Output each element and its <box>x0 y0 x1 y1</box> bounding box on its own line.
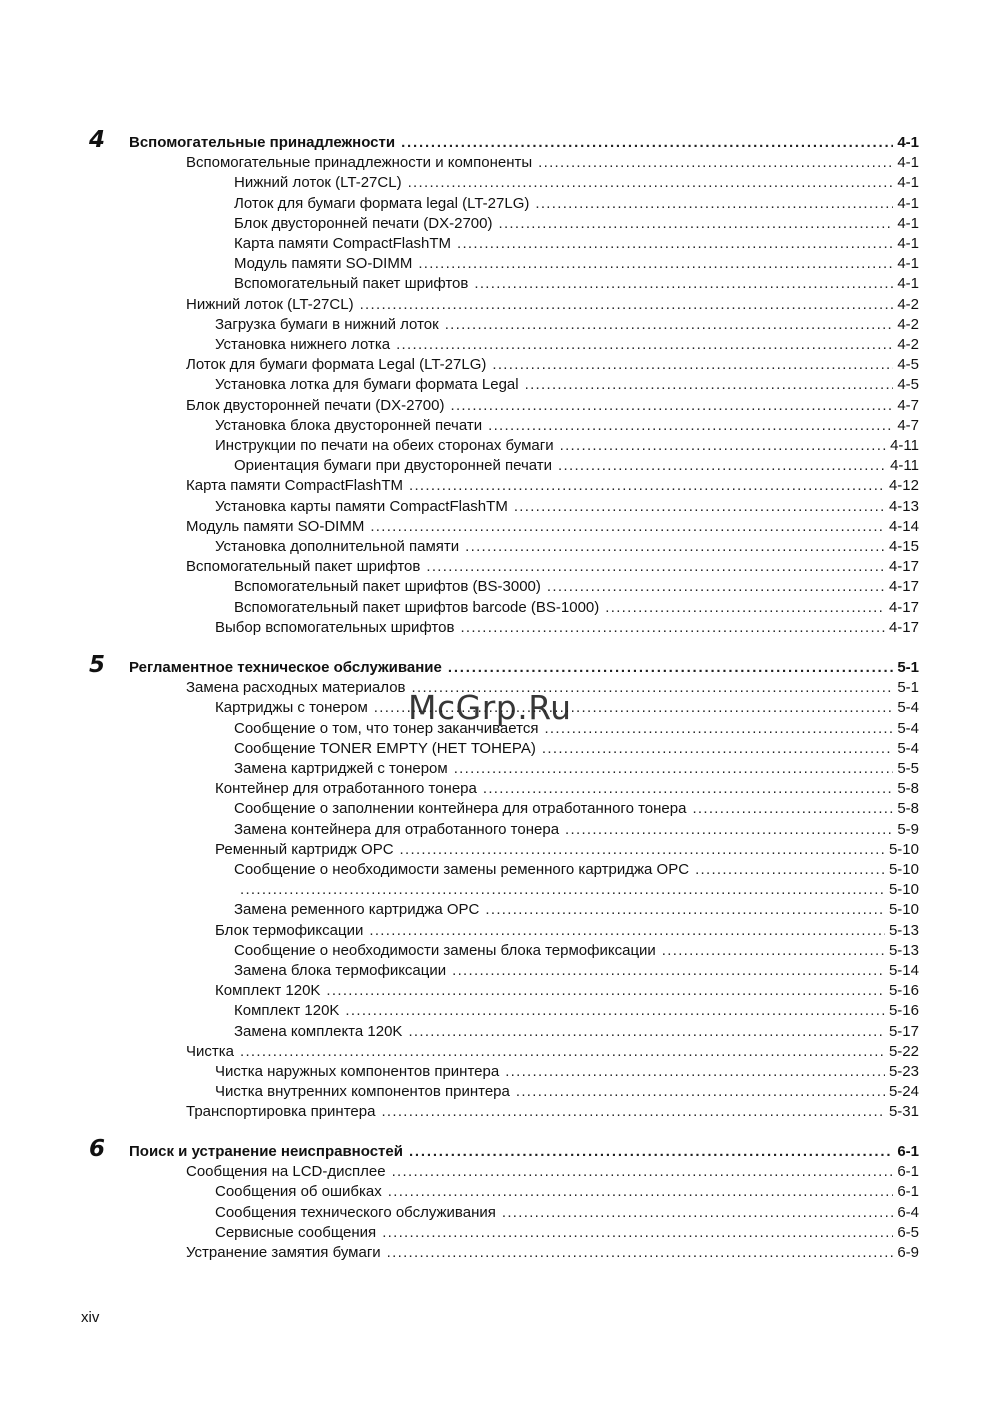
toc-entry[interactable] <box>215 1223 919 1243</box>
toc-title: Устранение замятия бумаги <box>186 1244 381 1261</box>
toc-page-number: 6-4 <box>897 1203 919 1221</box>
dot-leader <box>692 799 893 819</box>
dot-leader <box>240 1042 885 1062</box>
toc-title: Вспомогательный пакет шрифтов <box>234 275 469 293</box>
dot-leader <box>558 456 886 476</box>
toc-page-number: 4-1 <box>897 214 919 232</box>
toc-title: Замена контейнера для отработанного тонера <box>234 820 560 838</box>
toc-title: Сообщение о необходимости замены ременного картриджа OPC <box>234 861 690 878</box>
dot-leader <box>483 779 893 799</box>
toc-page-number: 5-13 <box>888 921 919 939</box>
toc-title: Вспомогательные принадлежности и компоненты <box>186 154 533 172</box>
toc-entry[interactable] <box>215 1203 919 1223</box>
toc-title: Блок двусторонней печати (DX-2700) <box>186 396 445 414</box>
toc-entry[interactable] <box>234 598 919 618</box>
chapter-number: 4 <box>89 127 106 153</box>
dot-leader <box>460 618 885 638</box>
toc-title: Лоток для бумаги формата legal (LT-27LG) <box>234 194 530 212</box>
toc-page-number: 4-17 <box>888 598 919 616</box>
dot-leader <box>514 497 885 517</box>
toc-title: Вспомогательный пакет шрифтов <box>186 558 421 576</box>
page-number: xiv <box>81 1309 100 1326</box>
dot-leader <box>695 860 885 880</box>
dot-leader <box>502 1203 893 1223</box>
dot-leader <box>408 1022 885 1042</box>
toc-title: Модуль памяти SO-DIMM <box>234 255 413 273</box>
toc-entry[interactable] <box>186 476 919 496</box>
toc-entry[interactable] <box>186 1042 919 1062</box>
toc-page-number: 6-9 <box>897 1244 919 1261</box>
toc-title: Вспомогательные принадлежности <box>129 134 396 151</box>
toc-page-number: 5-16 <box>888 1002 919 1020</box>
dot-leader <box>542 739 893 759</box>
toc-page-number: 4-1 <box>897 255 919 273</box>
toc-title: Сервисные сообщения <box>215 1223 377 1241</box>
dot-leader <box>538 153 893 173</box>
toc-page-number: 5-5 <box>897 760 919 777</box>
toc-entry[interactable] <box>215 416 919 436</box>
toc-entry[interactable] <box>234 961 919 981</box>
toc-entry[interactable] <box>234 860 919 880</box>
toc-page-number: 4-17 <box>888 558 919 576</box>
toc-page-number: 5-24 <box>888 1083 919 1101</box>
toc-entry[interactable] <box>215 497 919 517</box>
toc-page-number: 4-1 <box>897 275 919 293</box>
toc-entry[interactable] <box>234 234 919 254</box>
dot-leader <box>326 981 885 1001</box>
dot-leader <box>426 557 885 577</box>
toc-entry[interactable] <box>215 921 919 941</box>
toc-entry[interactable] <box>215 981 919 1001</box>
toc-title: Сообщения об ошибках <box>215 1183 382 1201</box>
toc-title: Картриджы с тонером <box>215 699 368 717</box>
toc-entry[interactable] <box>186 1243 919 1263</box>
dot-leader <box>396 335 893 355</box>
dot-leader <box>544 719 893 739</box>
toc-title: Установка лотка для бумаги формата Legal <box>215 376 519 394</box>
toc-title: Блок термофиксации <box>215 921 364 939</box>
toc-page-number: 5-8 <box>897 800 919 818</box>
toc-title: Замена комплекта 120K <box>234 1022 403 1040</box>
toc-page-number: 5-1 <box>897 679 919 697</box>
watermark: McGrp.Ru <box>408 688 572 727</box>
toc-entry[interactable] <box>234 759 919 779</box>
toc-page-number: 4-11 <box>890 457 919 475</box>
toc-entry[interactable] <box>234 799 919 819</box>
toc-title: Замена расходных материалов <box>186 679 406 697</box>
toc-page-number: 5-10 <box>888 901 919 919</box>
dot-leader <box>445 315 894 335</box>
toc-page-number: 5-8 <box>897 780 919 798</box>
toc-title: Замена блока термофиксации <box>234 962 447 979</box>
toc-title: Карта памяти CompactFlashTM <box>186 477 403 495</box>
toc-page-number: 4-17 <box>888 618 919 636</box>
toc-page-number: 4-2 <box>897 295 919 313</box>
dot-leader <box>401 133 893 153</box>
toc-title: Поиск и устранение неисправностей <box>129 1143 403 1160</box>
toc-title: Сообщения на LCD-дисплее <box>186 1163 386 1181</box>
toc-page-number: 5-17 <box>888 1022 919 1040</box>
toc-page-number: 5-10 <box>888 881 919 899</box>
toc-page-number: 4-1 <box>897 174 919 192</box>
dot-leader <box>498 214 893 234</box>
toc-title: Нижний лоток (LT-27CL) <box>186 295 354 313</box>
toc-page-number: 5-10 <box>888 840 919 858</box>
toc-entry[interactable] <box>234 739 919 759</box>
dot-leader <box>662 941 885 961</box>
toc-entry[interactable] <box>234 719 919 739</box>
toc-entry[interactable] <box>215 840 919 860</box>
dot-leader <box>418 254 893 274</box>
toc-entry[interactable] <box>215 315 919 335</box>
dot-leader <box>369 921 885 941</box>
toc-title: Модуль памяти SO-DIMM <box>186 517 365 535</box>
toc-title: Чистка <box>186 1042 234 1060</box>
toc-page-number: 5-16 <box>888 982 919 1000</box>
toc-title: Чистка наружных компонентов принтера <box>215 1063 500 1080</box>
toc-title: Сообщение о том, что тонер заканчивается <box>234 719 539 737</box>
toc-page-number: 5-10 <box>888 861 919 878</box>
toc-page-number: 4-7 <box>897 416 919 434</box>
toc-page-number: 4-11 <box>890 437 919 454</box>
dot-leader <box>381 1102 885 1122</box>
toc-page-number: 5-14 <box>888 962 919 979</box>
chapter-heading[interactable] <box>129 658 919 678</box>
toc-title: Сообщение о заполнении контейнера для отработанного тонера <box>234 800 687 818</box>
dot-leader <box>465 537 885 557</box>
dot-leader <box>547 577 885 597</box>
dot-leader <box>535 194 893 214</box>
toc-entry[interactable] <box>215 335 919 355</box>
toc-page-number: 6-1 <box>897 1183 919 1201</box>
toc-entry[interactable] <box>234 456 919 476</box>
toc-title: Замена картриджей с тонером <box>234 760 448 777</box>
toc-entry[interactable] <box>186 1102 919 1122</box>
dot-leader <box>454 759 894 779</box>
dot-leader <box>560 436 886 456</box>
toc-title: Вспомогательный пакет шрифтов barcode (BS-1000) <box>234 598 600 616</box>
dot-leader <box>457 234 893 254</box>
toc-title: Загрузка бумаги в нижний лоток <box>215 315 439 333</box>
toc-entry[interactable] <box>234 880 919 900</box>
chapter-number: 5 <box>89 652 106 678</box>
dot-leader <box>605 598 885 618</box>
toc-title: Транспортировка принтера <box>186 1103 376 1121</box>
toc-entry[interactable] <box>234 941 919 961</box>
dot-leader <box>345 1001 885 1021</box>
toc-entry[interactable] <box>186 1162 919 1182</box>
toc-entry[interactable] <box>234 214 919 234</box>
toc-title: Выбор вспомогательных шрифтов <box>215 618 455 636</box>
toc-entry[interactable] <box>234 254 919 274</box>
toc-page-number: 5-1 <box>897 659 919 676</box>
dot-leader <box>492 355 893 375</box>
toc-entry[interactable] <box>215 436 919 456</box>
dot-leader <box>450 396 893 416</box>
toc-page-number: 4-1 <box>897 154 919 172</box>
dot-leader <box>516 1082 885 1102</box>
toc-entry[interactable] <box>215 1182 919 1202</box>
toc-title: Сообщения технического обслуживания <box>215 1203 496 1221</box>
dot-leader <box>370 517 885 537</box>
chapter-number: 6 <box>89 1136 106 1162</box>
toc-page-number: 5-4 <box>897 719 919 737</box>
toc-entry[interactable] <box>234 900 919 920</box>
dot-leader <box>474 274 893 294</box>
toc-page-number: 4-1 <box>897 134 919 151</box>
dot-leader <box>505 1062 885 1082</box>
toc-page-number: 5-9 <box>897 820 919 838</box>
toc-page-number: 4-5 <box>897 376 919 394</box>
toc-entry[interactable] <box>186 355 919 375</box>
toc-page-number: 4-7 <box>897 396 919 414</box>
toc-page-number: 5-4 <box>897 699 919 717</box>
toc-page-number: 6-1 <box>897 1163 919 1181</box>
toc-entry[interactable] <box>234 820 919 840</box>
dot-leader <box>388 1182 894 1202</box>
chapter-heading[interactable] <box>129 1142 919 1162</box>
dot-leader <box>409 1142 893 1162</box>
toc-title: Установка нижнего лотка <box>215 336 391 353</box>
toc-title: Ременный картридж OPC <box>215 840 394 858</box>
chapter-heading[interactable] <box>129 133 919 153</box>
toc-title: Установка дополнительной памяти <box>215 538 460 555</box>
toc-page-number: 5-23 <box>888 1063 919 1080</box>
toc-page-number: 4-1 <box>897 235 919 252</box>
dot-leader <box>400 840 885 860</box>
toc-title: Замена ременного картриджа OPC <box>234 901 480 919</box>
toc-entry[interactable] <box>234 194 919 214</box>
toc-title: Сообщение TONER EMPTY (НЕТ ТОНЕРА) <box>234 739 536 757</box>
toc-page-number: 4-5 <box>897 356 919 374</box>
toc-entry[interactable] <box>215 779 919 799</box>
toc-entry[interactable] <box>234 1001 919 1021</box>
toc-entry[interactable] <box>234 274 919 294</box>
toc-entry[interactable] <box>234 577 919 597</box>
toc-page-number: 4-15 <box>888 538 919 555</box>
dot-leader <box>382 1223 893 1243</box>
dot-leader <box>525 375 894 395</box>
toc-title: Лоток для бумаги формата Legal (LT-27LG) <box>186 356 487 374</box>
dot-leader <box>565 820 893 840</box>
toc-title: Инструкции по печати на обеих сторонах бумаги <box>215 437 554 454</box>
toc-page-number: 5-4 <box>897 739 919 757</box>
toc-entry[interactable] <box>186 396 919 416</box>
toc-entry[interactable] <box>186 557 919 577</box>
toc-title: Контейнер для отработанного тонера <box>215 780 477 798</box>
toc-page-number: 5-31 <box>888 1103 919 1121</box>
toc-entry[interactable] <box>215 618 919 638</box>
dot-leader <box>448 658 893 678</box>
toc-page-number: 4-2 <box>897 315 919 333</box>
dot-leader <box>392 1162 894 1182</box>
toc-entry[interactable] <box>186 295 919 315</box>
dot-leader <box>240 880 885 900</box>
toc-page-number: 6-1 <box>897 1143 919 1160</box>
toc-entry[interactable] <box>234 173 919 193</box>
toc-title: Комплект 120K <box>215 982 321 1000</box>
toc-page-number: 5-22 <box>888 1042 919 1060</box>
dot-leader <box>485 900 885 920</box>
toc-title: Карта памяти CompactFlashTM <box>234 235 451 252</box>
toc-title: Комплект 120K <box>234 1002 340 1020</box>
toc-title: Ориентация бумаги при двусторонней печати <box>234 457 553 475</box>
toc-title: Блок двусторонней печати (DX-2700) <box>234 214 493 232</box>
dot-leader <box>452 961 885 981</box>
toc-page-number: 4-2 <box>897 336 919 353</box>
toc-entry[interactable] <box>215 537 919 557</box>
dot-leader <box>409 476 885 496</box>
dot-leader <box>387 1243 894 1263</box>
toc-entry[interactable] <box>234 1022 919 1042</box>
toc-entry[interactable] <box>215 375 919 395</box>
toc-title: Вспомогательный пакет шрифтов (BS-3000) <box>234 578 541 596</box>
toc-page-number: 4-1 <box>897 194 919 212</box>
toc-title: Установка карты памяти CompactFlashTM <box>215 497 508 515</box>
toc-title: Сообщение о необходимости замены блока термофиксации <box>234 941 656 959</box>
toc-page-number: 5-13 <box>888 941 919 959</box>
toc-title: Нижний лоток (LT-27CL) <box>234 174 402 192</box>
toc-page-number: 6-5 <box>897 1223 919 1241</box>
toc-title: Чистка внутренних компонентов принтера <box>215 1083 510 1101</box>
toc-entry[interactable] <box>215 1082 919 1102</box>
dot-leader <box>360 295 894 315</box>
toc-entry[interactable] <box>215 1062 919 1082</box>
toc-title: Установка блока двусторонней печати <box>215 416 483 434</box>
toc-title: Регламентное техническое обслуживание <box>129 659 442 676</box>
toc-page-number: 4-12 <box>888 477 919 495</box>
toc-page-number: 4-14 <box>888 517 919 535</box>
dot-leader <box>488 416 893 436</box>
toc-page-number: 4-13 <box>888 497 919 515</box>
toc-entry[interactable] <box>186 517 919 537</box>
toc-page-number: 4-17 <box>888 578 919 596</box>
toc-entry[interactable] <box>186 153 919 173</box>
dot-leader <box>408 173 894 193</box>
